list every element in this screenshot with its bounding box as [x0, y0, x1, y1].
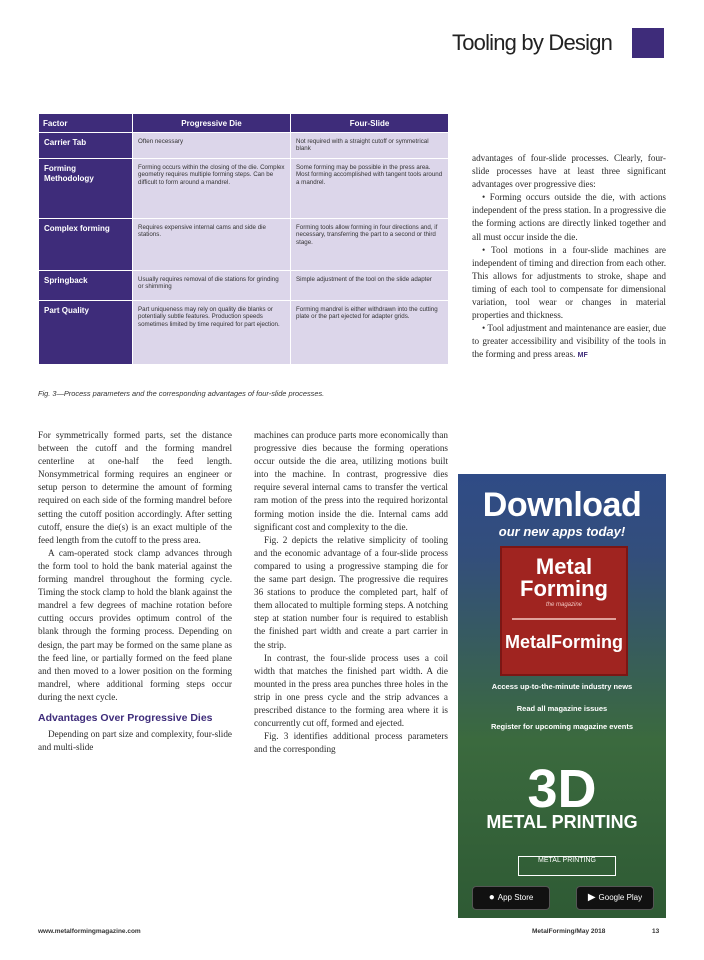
bullet-item: • Tool motions in a four-slide machines are independent of timing and direction from each other. This allows for adjustments to stroke, shape and timing of each tool to compensate for dimensional variation, tool wear or changes in material properties and thickness. — [472, 244, 666, 321]
paragraph: Fig. 2 depicts the relative simplicity of tooling and the economic advantage of a four-slide process compared to using a progressive stamping die for the same part design. The progressive die requires 36 stations to produce the completed part, half of them allocated to multiple forming steps. A notching step at station number four is required to establish the finished part width and create a part carrier in the strip. — [254, 534, 448, 650]
app-download-advertisement[interactable] — [458, 474, 666, 918]
table-row — [39, 218, 449, 270]
table-cell: Often necessary — [133, 133, 291, 159]
figure-caption: Fig. 3—Process parameters and the corresponding advantages of four-slide processes. — [38, 389, 325, 398]
table-header-row — [39, 114, 449, 133]
table-cell-factor: Forming Methodology — [39, 158, 133, 218]
metal-printing-logo: METAL PRINTING — [486, 812, 638, 832]
paragraph: advantages of four-slide processes. Clearly, four-slide processes have at least three significant advantages over progressive dies: — [472, 153, 666, 190]
app-store-label: App Store — [497, 893, 534, 902]
paragraph: machines can produce parts more economically than progressive dies because the forming operations occur outside the die area, utilizing motions built into the machine. In contrast, progressive dies require several internal cams to transfer the vertical ram motion of the press into the required horizontal forming motion inside the die. Internal cams add significant cost and complexity to the die. — [254, 430, 448, 532]
table-row — [39, 158, 449, 218]
table-row — [39, 300, 449, 364]
table-cell: Not required with a straight cutoff or symmetrical blank — [291, 133, 449, 159]
google-play-button[interactable] — [576, 886, 654, 910]
table-cell-factor: Springback — [39, 270, 133, 300]
table-cell: Forming mandrel is either withdrawn into the cutting plate or the part ejected for adapter grids. — [291, 300, 449, 364]
bullet-item — [472, 322, 666, 362]
bullet-item: • Forming occurs outside the die, with actions independent of the press station. In a progressive die the forming actions are directly linked together and all must occur inside the die. — [472, 192, 666, 242]
paragraph: For symmetrically formed parts, set the distance between the cutoff and the forming mandrel centerline at one-half the feed length. Nonsymmetrical forming requires an engineer or setup person to determine the amount of forming required on each side of the forming mandrel before setting the cutoff position accordingly. After setting cutoff, ensure the die(s) is an exact multiple of the feed length from the cutoff to the press area. — [38, 430, 232, 545]
table-cell-factor: Carrier Tab — [39, 133, 133, 159]
table-cell: Requires expensive internal cams and side die stations. — [133, 218, 291, 270]
body-column-2 — [254, 429, 448, 756]
table-cell: Simple adjustment of the tool on the slide adapter — [291, 270, 449, 300]
play-icon: ▶ — [587, 892, 596, 903]
paragraph: Fig. 3 identifies additional process parameters and the corresponding — [254, 731, 448, 755]
table-row — [39, 270, 449, 300]
paragraph: In contrast, the four-slide process uses a coil width that matches the finished part width. A die mounted in the press area punches three holes in the strip in one press cycle and the strip advances a prescribed distance to the forming area where it is concurrently cut off, formed and ejected. — [254, 652, 448, 729]
metalforming-app-cover[interactable] — [500, 546, 628, 676]
end-mark: MF — [577, 352, 588, 360]
table-header: Factor — [39, 114, 133, 133]
table-header: Four-Slide — [291, 114, 449, 133]
table-cell: Part uniqueness may rely on quality die blanks or potentially subtle features. Production speeds sometimes limited by time required for part ejection. — [133, 300, 291, 364]
paragraph: A cam-operated stock clamp advances through the form tool to hold the bank material against the forming mandrel throughout the forming cycle. Timing the stock clamp to hold the blank against the mandrel a few degrees of machine rotation before cutting occurs provides optimum control of the blank through the forming process. Depending on design, the part may be formed on the same plane as the feed line, or partially formed on the feed plane and then moved to a lower position on the forming mandrel, where additional forming steps occur during the next cycle. — [38, 547, 232, 702]
ad-feature-line: Register for upcoming magazine events — [490, 722, 634, 731]
header-title: Tooling by Design — [452, 30, 613, 55]
cover-divider — [512, 618, 616, 620]
ad-subheadline: our new apps today! — [498, 524, 626, 539]
apple-icon: ● — [488, 892, 495, 903]
google-play-label: Google Play — [598, 893, 643, 902]
table-row — [39, 133, 449, 159]
cover-subtitle: the magazine — [545, 602, 583, 608]
table-cell: Forming occurs within the closing of the die. Complex geometry requires multiple forming steps. Can be difficult to form around a mandrel. — [133, 158, 291, 218]
table-cell: Usually requires removal of die stations for grinding or shimming — [133, 270, 291, 300]
header-accent-square — [632, 28, 664, 58]
paragraph: Depending on part size and complexity, four-slide and multi-slide — [38, 728, 232, 753]
footer-website: www.metalformingmagazine.com — [38, 928, 141, 935]
section-heading: Advantages Over Progressive Dies — [38, 711, 213, 724]
body-column-1 — [38, 429, 232, 754]
ad-feature-line: Read all magazine issues — [516, 704, 608, 713]
footer-issue: MetalForming/May 2018 — [532, 928, 606, 935]
page-number: 13 — [652, 928, 660, 935]
table-cell: Forming tools allow forming in four directions and, if necessary, transferring the part to a second or third stage. — [291, 218, 449, 270]
ad-feature-line: Access up-to-the-minute industry news — [491, 682, 633, 691]
app-store-button[interactable] — [472, 886, 550, 910]
body-column-3 — [472, 152, 666, 363]
metalforming-logo: Metal Forming — [520, 554, 608, 601]
ad-headline: Download — [482, 486, 642, 524]
bullet-text: • Tool adjustment and maintenance are easier, due to greater accessibility and visibility of the tools in the forming and press areas. — [472, 323, 666, 360]
comparison-table — [38, 113, 448, 365]
table-cell-factor: Part Quality — [39, 300, 133, 364]
metalforming-wordmark: MetalForming — [504, 632, 623, 652]
3d-logo: 3D — [527, 759, 597, 819]
table-cell-factor: Complex forming — [39, 218, 133, 270]
metal-printing-mini-logo: METAL PRINTING — [518, 856, 616, 876]
table-cell: Some forming may be possible in the press area. Most forming accomplished with tangent tools around a mandrel. — [291, 158, 449, 218]
table-header: Progressive Die — [133, 114, 291, 133]
